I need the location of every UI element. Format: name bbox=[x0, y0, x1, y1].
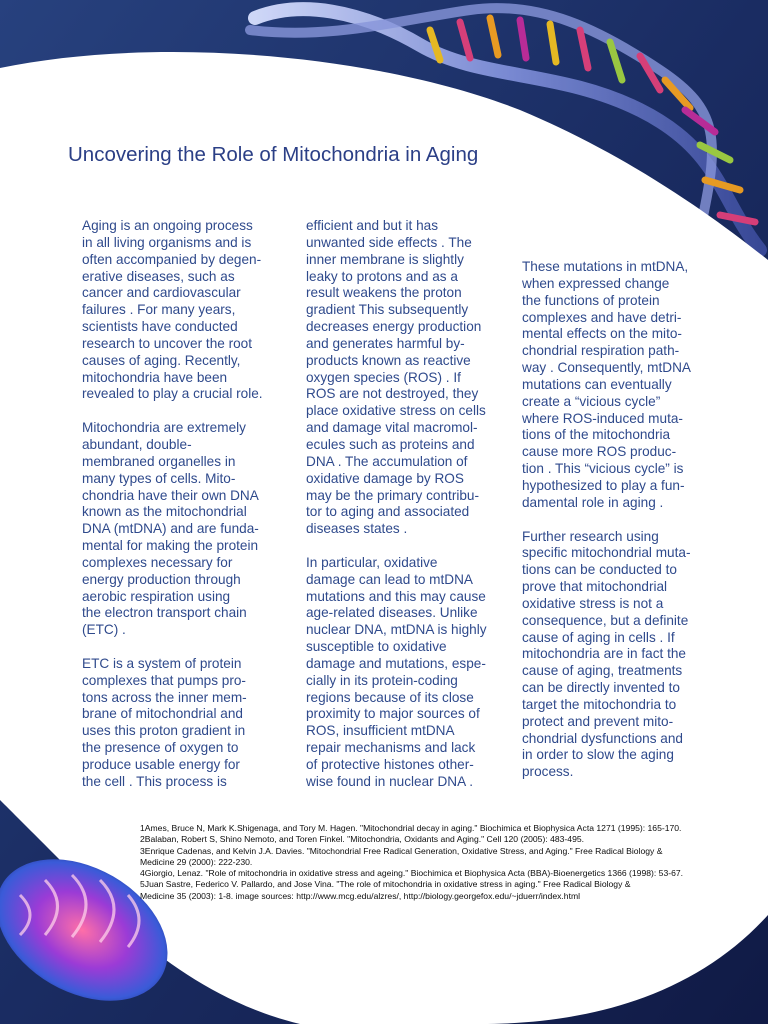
page-title: Uncovering the Role of Mitochondria in Aging bbox=[68, 143, 479, 166]
text-column-3 bbox=[522, 259, 728, 781]
paragraph: In particular, oxidative damage can lead to mtDNA mutations and this may cause age-related diseases. Unlike nuclear DNA, mtDNA is highly susceptible to oxidative damage and mutations, espe- cially in its protein-coding regions because of its close proximity to major sources of ROS, insufficient mtDNA repair mechanisms and lack of protective histones other- wise found in nuclear DNA . bbox=[306, 554, 487, 789]
references bbox=[140, 823, 740, 902]
text-column-1 bbox=[82, 218, 292, 791]
paragraph: efficient and but it has unwanted side effects . The inner membrane is slightly leaky to protons and as a result weakens the proton gradient This subsequently decreases energy production and generates harmful by- products known as reactive oxygen species (ROS) . If ROS are not destroyed, they place oxidative stress on cells and damage vital macromol- ecules such as proteins and DNA . The accumulation of oxidative damage by ROS may be the primary contribu- tor to aging and associated diseases states . bbox=[306, 218, 486, 537]
reference-item: 5Juan Sastre, Federico V. Pallardo, and Jose Vina. "The role of mitochondria in oxidative stress in aging." Free Radical Biology & Medicine 35 (2003): 1-8. image sources: http://www.mcg.edu/alzres/, http://biology.georgefox.edu/~jduerr/index.html bbox=[140, 879, 631, 901]
paragraph: Aging is an ongoing process in all living organisms and is often accompanied by degen- erative diseases, such as cancer and cardiovascular failures . For many years, scientists have conducted research to uncover the root causes of aging. Recently, mitochondria have been revealed to play a crucial role. bbox=[82, 218, 263, 402]
text-column-2 bbox=[306, 218, 506, 791]
reference-item: 2Balaban, Robert S, Shino Nemoto, and Toren Finkel. "Mitochondria, Oxidants and Aging." Cell 120 (2005): 483-495. bbox=[140, 834, 585, 845]
reference-item: 1Ames, Bruce N, Mark K.Shigenaga, and Tory M. Hagen. "Mitochondrial decay in aging." Biochimica et Biophysica Acta 1271 (1995): 165-170. bbox=[140, 823, 682, 833]
paragraph: Further research using specific mitochondrial muta- tions can be conducted to prove that mitochondrial oxidative stress is not a consequence, but a definite cause of aging in cells . If mitochondria are in fact the cause of aging, treatments can be directly invented to target the mitochondria to protect and prevent mito- chondrial dysfunctions and in order to slow the aging process. bbox=[522, 528, 691, 780]
reference-item: 4Giorgio, Lenaz. "Role of mitochondria in oxidative stress and ageing." Biochimica et Biophysica Acta (BBA)-Bioenergetics 1366 (1998): 53-67. bbox=[140, 868, 684, 879]
reference-item: 3Enrique Cadenas, and Kelvin J.A. Davies. "Mitochondrial Free Radical Generation, Oxidative Stress, and Aging." Free Radical Biology & Medicine 29 (2000): 222-230. bbox=[140, 845, 663, 867]
paragraph: ETC is a system of protein complexes that pumps pro- tons across the inner mem- brane of mitochondrial and uses this proton gradient in the presence of oxygen to produce usable energy for the cell . This process is bbox=[82, 655, 247, 789]
paragraph: These mutations in mtDNA, when expressed change the functions of protein complexes and have detri- mental effects on the mito- chondrial respiration path- way . Consequently, mtDNA mutations can eventually create a “vicious cycle” where ROS-induced muta- tions of the mitochondria cause more ROS produc- tion . This “vicious cycle” is hypothesized to play a fun- damental role in aging . bbox=[522, 259, 691, 510]
paragraph: Mitochondria are extremely abundant, double- membraned organelles in many types of cells. Mito- chondria have their own DNA known as the mitochondrial DNA (mtDNA) and are funda- mental for making the protein complexes necessary for energy production through aerobic respiration using the electron transport chain (ETC) . bbox=[82, 420, 259, 638]
